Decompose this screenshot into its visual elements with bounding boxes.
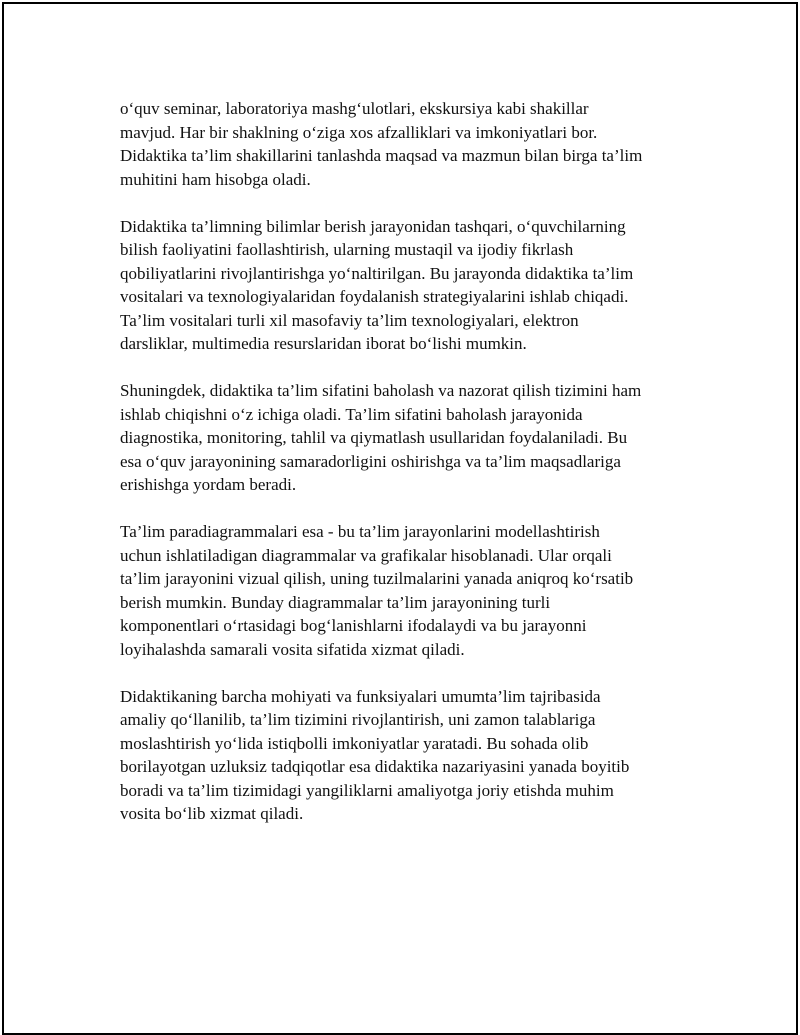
document-body: [120, 97, 680, 849]
paragraph-5: Didaktikaning barcha mohiyati va funksiyalari umumta’lim tajribasida amaliy qo‘llanilib, ta’lim tizimini rivojlantirish, uni zamon talablariga moslashtirish yo‘lida istiqbolli imkoniyatlar yaratadi. Bu sohada olib borilayotgan uzluksiz tadqiqotlar esa didaktika nazariyasini yanada boyitib boradi va ta’lim tizimidagi yangiliklarni amaliyotga joriy etishda muhim vosita bo‘lib xizmat qiladi.: [120, 686, 630, 823]
page-frame: [2, 2, 798, 1035]
paragraph-2: Didaktika ta’limning bilimlar berish jarayonidan tashqari, o‘quvchilarning bilish faoliyatini faollashtirish, ularning mustaqil va ijodiy fikrlash qobiliyatlarini rivojlantirishga yo‘naltirilgan. Bu jarayonda didaktika ta’lim vositalari va texnologiyalaridan foydalanish strategiyalarini ishlab chiqadi. Ta’lim vositalari turli xil masofaviy ta’lim texnologiyalari, elektron darsliklar, multimedia resurslaridan iborat bo‘lishi mumkin.: [120, 216, 634, 353]
paragraph-3: Shuningdek, didaktika ta’lim sifatini baholash va nazorat qilish tizimini ham ishlab chiqishni o‘z ichiga oladi. Ta’lim sifatini baholash jarayonida diagnostika, monitoring, tahlil va qiymatlash usullaridan foydalaniladi. Bu esa o‘quv jarayonining samaradorligini oshirishga va ta’lim maqsadlariga erishishga yordam beradi.: [120, 381, 642, 494]
paragraph-1: o‘quv seminar, laboratoriya mashg‘ulotlari, ekskursiya kabi shakillar mavjud. Har bir shaklning o‘ziga xos afzalliklari va imkoniyatlari bor. Didaktika ta’lim shakillarini tanlashda maqsad va mazmun bilan birga ta’lim muhitini ham hisobga oladi.: [120, 99, 643, 189]
paragraph-4: Ta’lim paradiagrammalari esa - bu ta’lim jarayonlarini modellashtirish uchun ishlatiladigan diagrammalar va grafikalar hisoblanadi. Ular orqali ta’lim jarayonini vizual qilish, uning tuzilmalarini yanada aniqroq ko‘rsatib berish mumkin. Bunday diagrammalar ta’lim jarayonining turli komponentlari o‘rtasidagi bog‘lanishlarni ifodalaydi va bu jarayonni loyihalashda samarali vosita sifatida xizmat qiladi.: [120, 522, 634, 659]
